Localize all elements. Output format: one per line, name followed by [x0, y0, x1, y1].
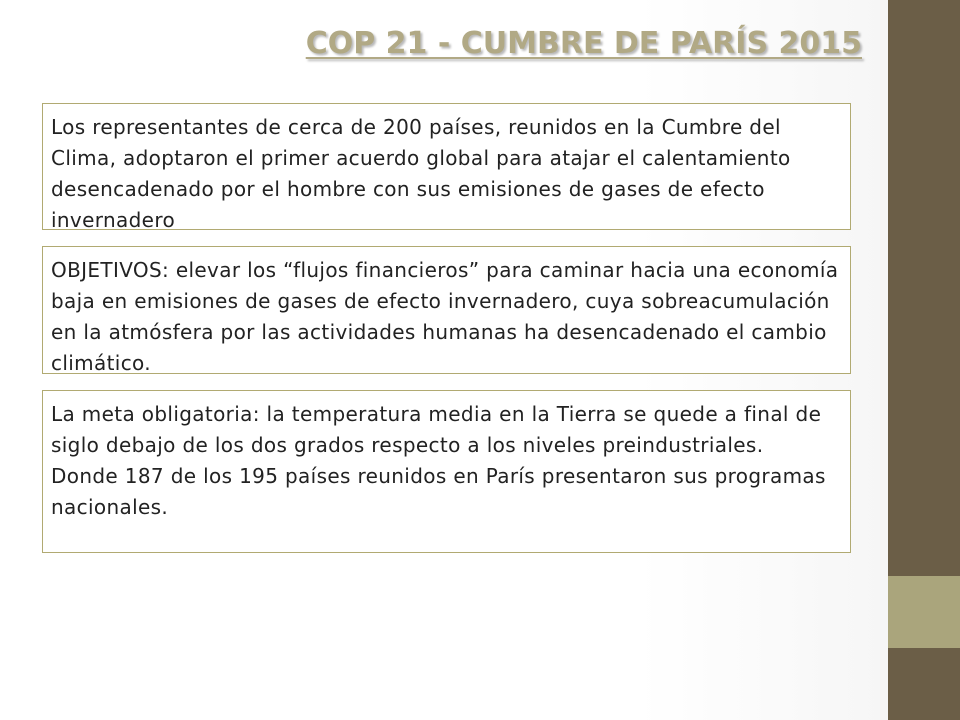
national-programs-text: Donde 187 de los 195 países reunidos en París presentaron sus programas nacionales. — [51, 464, 826, 519]
summary-text-box — [42, 103, 851, 230]
goal-text: La meta obligatoria: la temperatura media en la Tierra se quede a final de siglo debajo de los dos grados respecto a los niveles preindustriales. — [51, 402, 822, 457]
objectives-text-box — [42, 246, 851, 374]
right-sidebar-accent-block — [888, 576, 960, 648]
summary-text: Los representantes de cerca de 200 países, reunidos en la Cumbre del Clima, adoptaron el primer acuerdo global para atajar el calentamiento desencadenado por el hombre con sus emisiones de gases de efecto invernadero — [51, 115, 791, 232]
goal-text-box — [42, 390, 851, 553]
slide-title: COP 21 - CUMBRE DE PARÍS 2015 — [305, 26, 862, 61]
objectives-text: OBJETIVOS: elevar los “flujos financieros” para caminar hacia una economía baja en emisiones de gases de efecto invernadero, cuya sobreacumulación en la atmósfera por las actividades humanas ha desencadenado el cambio climático. — [51, 258, 839, 375]
